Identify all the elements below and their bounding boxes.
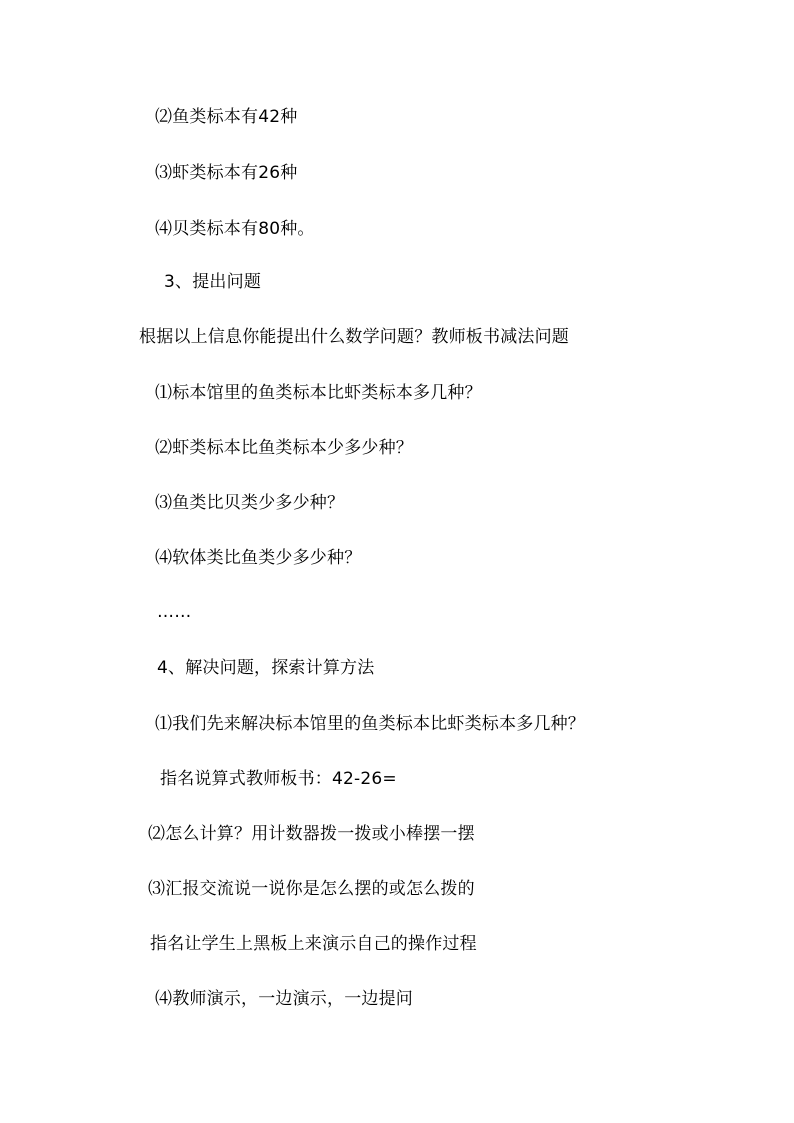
question-item-2: ⑵虾类标本比鱼类标本少多少种？ bbox=[155, 438, 413, 458]
solve-step-1: ⑴我们先来解决标本馆里的鱼类标本比虾类标本多几种？ bbox=[155, 714, 585, 734]
section-heading-ask-questions: 3、提出问题 bbox=[164, 272, 262, 292]
text-line-ask-math-questions: 根据以上信息你能提出什么数学问题？教师板书减法问题 bbox=[139, 327, 569, 347]
text-line-formula: 指名说算式教师板书：42-26= bbox=[160, 769, 397, 789]
text-line-fish-specimens: ⑵鱼类标本有42种 bbox=[155, 107, 298, 127]
solve-step-3: ⑶汇报交流说一说你是怎么摆的或怎么拨的 bbox=[148, 879, 475, 899]
solve-step-4: ⑷教师演示，一边演示，一边提问 bbox=[155, 989, 413, 1009]
question-item-3: ⑶鱼类比贝类少多少种？ bbox=[155, 493, 345, 513]
text-line-shell-specimens: ⑷贝类标本有80种。 bbox=[155, 219, 315, 239]
question-item-4: ⑷软体类比鱼类少多少种？ bbox=[155, 548, 362, 568]
question-item-1: ⑴标本馆里的鱼类标本比虾类标本多几种？ bbox=[155, 383, 482, 403]
ellipsis-line: …… bbox=[157, 602, 192, 622]
text-line-student-demo: 指名让学生上黑板上来演示自己的操作过程 bbox=[150, 934, 477, 954]
section-heading-solve-problems: 4、解决问题，探索计算方法 bbox=[157, 658, 375, 678]
text-line-shrimp-specimens: ⑶虾类标本有26种 bbox=[155, 163, 298, 183]
solve-step-2: ⑵怎么计算？用计数器拨一拨或小棒摆一摆 bbox=[148, 824, 475, 844]
